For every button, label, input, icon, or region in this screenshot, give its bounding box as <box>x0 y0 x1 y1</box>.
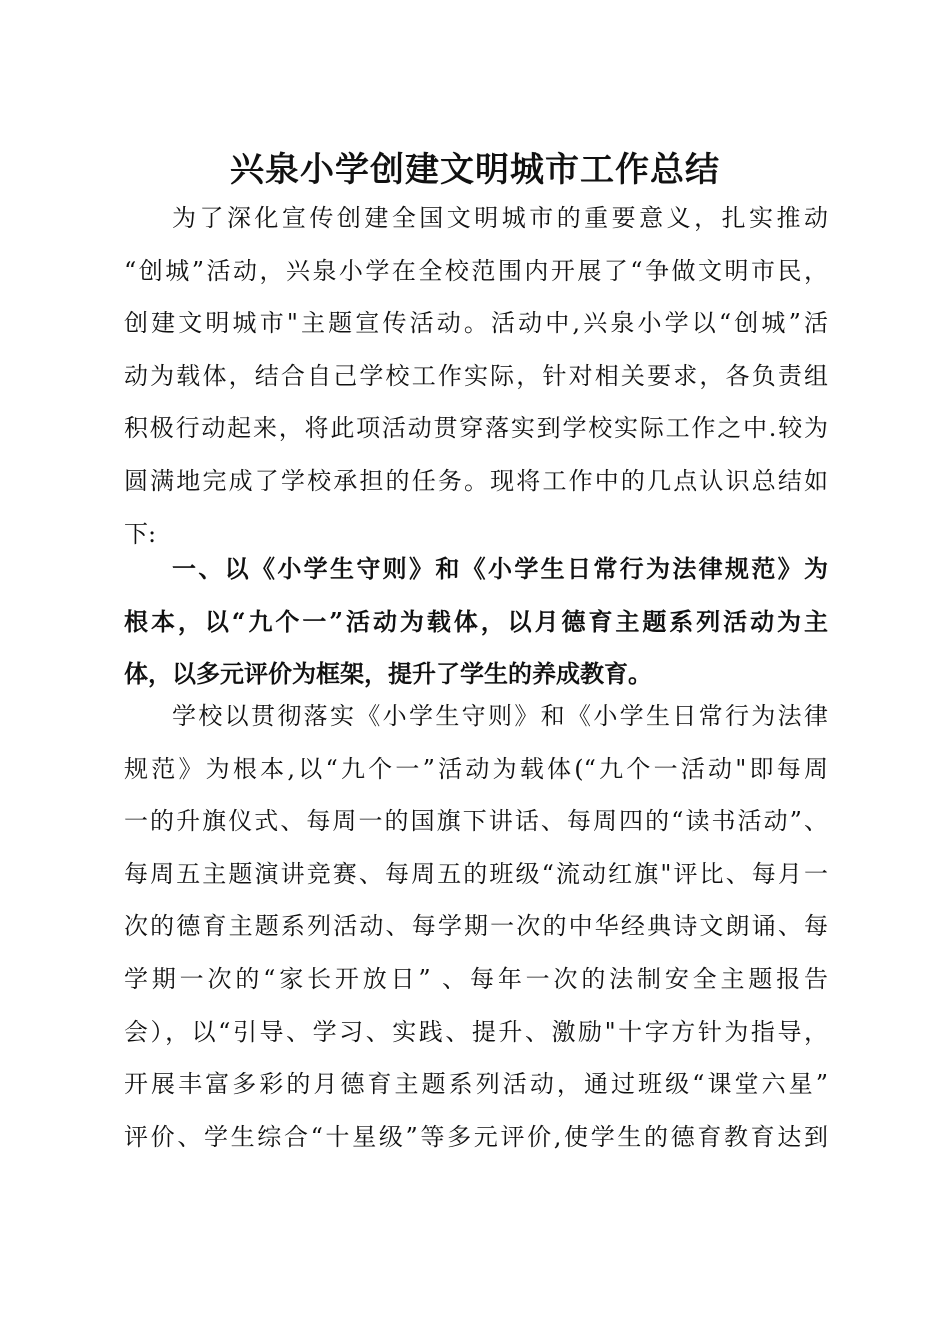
text-line: 会），以“引导、学习、实践、提升、激励"十字方针为指导， <box>124 1017 828 1046</box>
text-line: 创建文明城市"主题宣传活动。活动中,兴泉小学以“创城”活 <box>124 309 828 338</box>
heading-line: 一、以《小学生守则》和《小学生日常行为法律规范》为 <box>172 554 828 583</box>
text-line: 一的升旗仪式、每周一的国旗下讲话、每周四的“读书活动”、 <box>124 807 828 836</box>
text-line: 学期一次的“家长开放日” 、每年一次的法制安全主题报告 <box>124 964 828 993</box>
heading-line: 根本，以“九个一”活动为载体，以月德育主题系列活动为主 <box>124 606 828 636</box>
section-paragraph-1 <box>124 690 828 1163</box>
intro-paragraph <box>124 192 828 560</box>
text-line: 开展丰富多彩的月德育主题系列活动，通过班级“课堂六星” <box>124 1070 828 1099</box>
text-line: 次的德育主题系列活动、每学期一次的中华经典诗文朗诵、每 <box>124 912 828 941</box>
text-line: 动为载体，结合自己学校工作实际，针对相关要求，各负责组 <box>124 361 828 390</box>
heading-line: 体，以多元评价为框架，提升了学生的养成教育。 <box>124 659 652 689</box>
text-line: “创城”活动，兴泉小学在全校范围内开展了“争做文明市民， <box>124 256 828 285</box>
text-line: 评价、学生综合“十星级”等多元评价,使学生的德育教育达到 <box>124 1122 828 1151</box>
text-line: 学校以贯彻落实《小学生守则》和《小学生日常行为法律 <box>172 702 828 730</box>
document-title: 兴泉小学创建文明城市工作总结 <box>230 150 720 190</box>
text-line: 规范》为根本,以“九个一”活动为载体(“九个一活动"即每周 <box>124 754 828 783</box>
text-line: 每周五主题演讲竞赛、每周五的班级“流动红旗"评比、每月一 <box>124 859 828 888</box>
text-line: 积极行动起来，将此项活动贯穿落实到学校实际工作之中.较为 <box>124 414 828 443</box>
section-heading-1 <box>124 543 828 701</box>
text-line: 下: <box>124 519 157 548</box>
text-line: 圆满地完成了学校承担的任务。现将工作中的几点认识总结如 <box>124 466 828 495</box>
text-line: 为了深化宣传创建全国文明城市的重要意义，扎实推动 <box>172 204 828 232</box>
